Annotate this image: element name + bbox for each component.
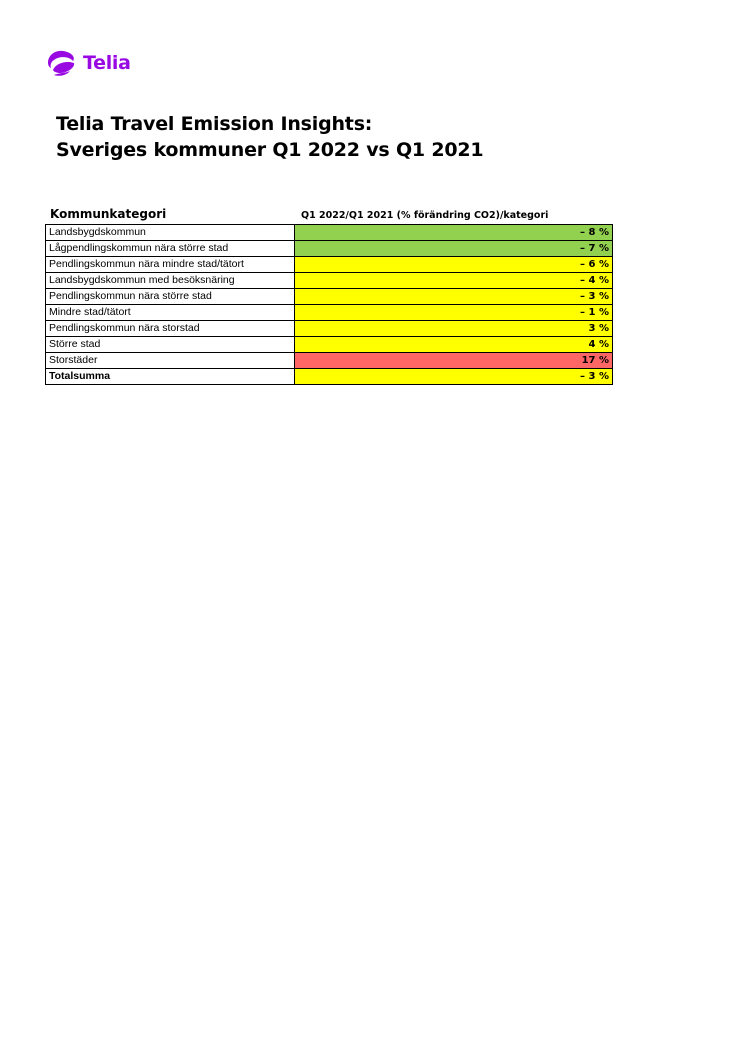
category-cell: Pendlingskommun nära storstad [46,321,295,337]
value-cell: – 6 % [295,257,613,273]
page-title [56,111,483,163]
value-cell: – 3 % [295,289,613,305]
table-row [46,289,613,305]
category-cell: Pendlingskommun nära större stad [46,289,295,305]
value-cell: – 8 % [295,225,613,241]
category-cell: Totalsumma [46,369,295,385]
table-row [46,273,613,289]
table-row [46,225,613,241]
table-row [46,337,613,353]
telia-wordmark: Telia [83,52,131,74]
category-cell: Lågpendlingskommun nära större stad [46,241,295,257]
table-row [46,321,613,337]
emission-table [45,207,613,385]
category-cell: Landsbygdskommun [46,225,295,241]
category-cell: Större stad [46,337,295,353]
value-cell: 3 % [295,321,613,337]
data-table [45,224,613,385]
table-row [46,257,613,273]
value-cell: – 7 % [295,241,613,257]
value-cell: – 1 % [295,305,613,321]
value-cell: 4 % [295,337,613,353]
title-line-2: Sveriges kommuner Q1 2022 vs Q1 2021 [56,139,484,161]
value-cell: 17 % [295,353,613,369]
category-cell: Mindre stad/tätort [46,305,295,321]
category-cell: Landsbygdskommun med besöksnäring [46,273,295,289]
header-category: Kommunkategori [50,207,167,221]
title-line-1: Telia Travel Emission Insights: [56,113,373,135]
telia-logo [45,48,131,78]
category-cell: Storstäder [46,353,295,369]
table-row [46,353,613,369]
telia-pebble-icon [45,48,79,78]
value-cell: – 4 % [295,273,613,289]
table-header [45,207,613,224]
value-cell: – 3 % [295,369,613,385]
header-value: Q1 2022/Q1 2021 (% förändring CO2)/kategori [301,210,549,221]
table-row [46,241,613,257]
total-row [46,369,613,385]
table-row [46,305,613,321]
category-cell: Pendlingskommun nära mindre stad/tätort [46,257,295,273]
